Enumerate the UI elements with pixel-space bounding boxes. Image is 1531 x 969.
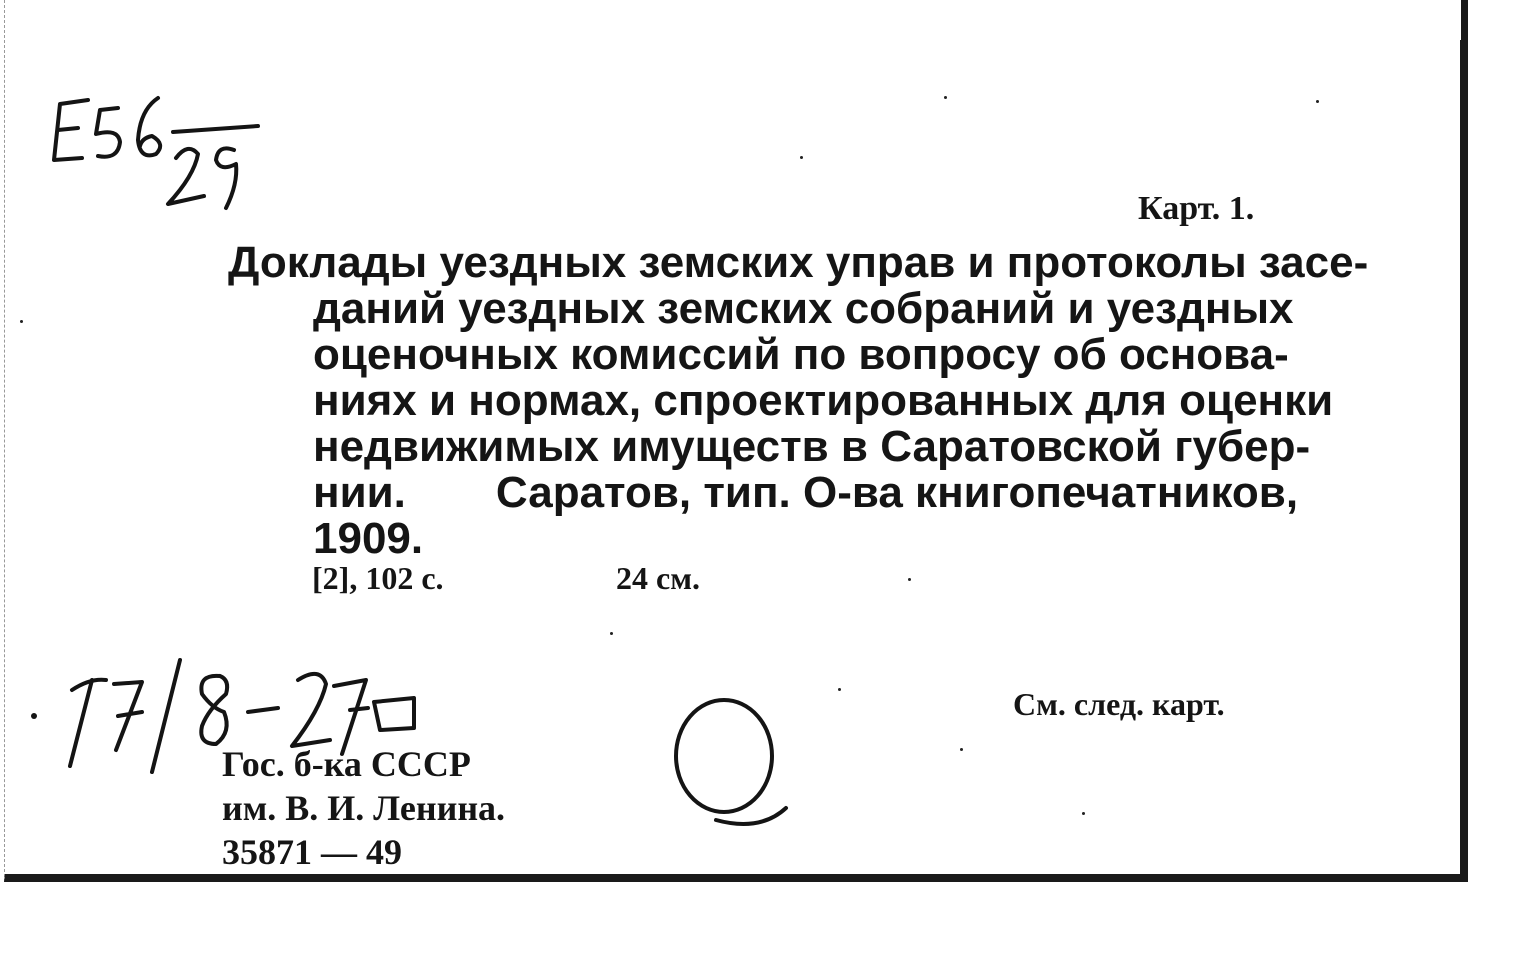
description-line-imprint xyxy=(228,468,1299,517)
description-line: недвижимых имуществ в Саратовской губер- xyxy=(313,422,1311,471)
bibliographic-description xyxy=(228,238,1369,563)
card-edge-shadow xyxy=(1460,40,1468,882)
scan-speck xyxy=(944,96,947,99)
see-next-card: См. след. карт. xyxy=(1013,686,1225,722)
scan-speck xyxy=(908,578,911,581)
library-line: 35871 — 49 xyxy=(222,832,402,872)
description-line: ниях и нормах, спроектированных для оценки xyxy=(313,376,1334,425)
page-count: [2], 102 с. xyxy=(312,560,444,596)
scan-speck xyxy=(960,748,963,751)
scan-speck xyxy=(1082,812,1085,815)
card-number: Карт. 1. xyxy=(1138,190,1255,227)
handwritten-shelfmark xyxy=(48,80,278,220)
description-line: Доклады уездных земских управ и протоколы засе- xyxy=(228,238,1369,287)
scan-speck xyxy=(838,688,841,691)
book-size: 24 см. xyxy=(616,560,700,596)
scan-speck xyxy=(1316,100,1319,103)
publisher-line: Саратов, тип. О-ва книгопечатников, xyxy=(495,468,1299,517)
description-line: оценочных комиссий по вопросу об основа- xyxy=(313,330,1289,379)
description-line: даний уездных земских собраний и уездных xyxy=(313,284,1294,333)
scan-speck xyxy=(610,632,613,635)
library-stamp xyxy=(222,742,505,874)
scan-speck xyxy=(20,320,23,323)
description-line: 1909. xyxy=(313,514,424,563)
scan-speck xyxy=(800,156,803,159)
library-line: им. В. И. Ленина. xyxy=(222,788,506,828)
description-line: нии. xyxy=(313,468,406,517)
library-line: Гос. б-ка СССР xyxy=(222,744,471,784)
card-hole-circle xyxy=(664,690,804,840)
